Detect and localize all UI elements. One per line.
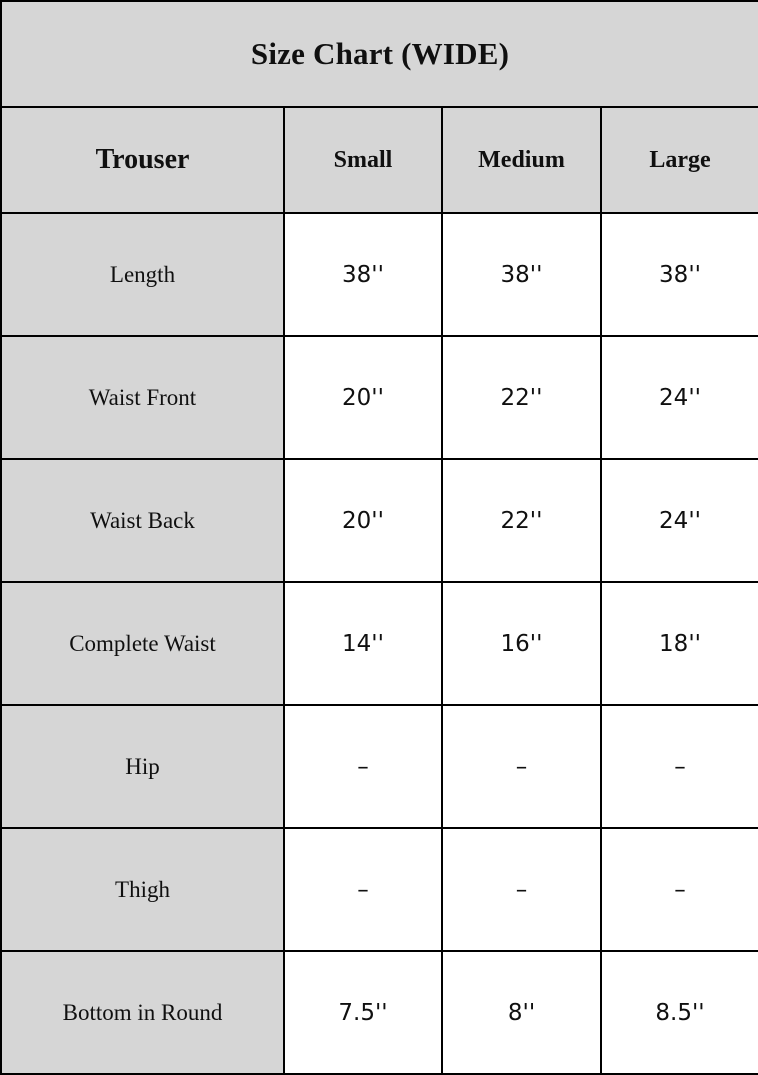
cell-thigh-medium: – — [442, 828, 601, 951]
column-header-trouser: Trouser — [1, 107, 284, 213]
cell-waist-back-small: 20'' — [284, 459, 442, 582]
title-row — [1, 1, 758, 107]
row-label-waist-front — [1, 336, 284, 459]
cell-waist-back-medium: 22'' — [442, 459, 601, 582]
cell-waist-back-large: 24'' — [601, 459, 758, 582]
row-label-waist-back — [1, 459, 284, 582]
cell-bottom-in-round-small: 7.5'' — [284, 951, 442, 1074]
row-label-text: Thigh — [115, 876, 170, 902]
column-header-medium: Medium — [442, 107, 601, 213]
column-header-row — [1, 107, 758, 213]
row-label-text: Hip — [125, 753, 160, 779]
cell-bottom-in-round-medium: 8'' — [442, 951, 601, 1074]
table-row — [1, 582, 758, 705]
cell-complete-waist-medium: 16'' — [442, 582, 601, 705]
row-label-length — [1, 213, 284, 336]
row-label-hip — [1, 705, 284, 828]
table-row — [1, 951, 758, 1074]
row-label-text: Length — [109, 261, 176, 287]
row-label-text: Waist Front — [88, 384, 197, 410]
table-header — [1, 1, 758, 213]
table-row — [1, 828, 758, 951]
cell-length-small: 38'' — [284, 213, 442, 336]
cell-thigh-large: – — [601, 828, 758, 951]
table-row — [1, 459, 758, 582]
column-header-large: Large — [601, 107, 758, 213]
cell-waist-front-small: 20'' — [284, 336, 442, 459]
row-label-complete-waist — [1, 582, 284, 705]
row-label-thigh — [1, 828, 284, 951]
row-label-text: Bottom in Round — [62, 999, 223, 1025]
cell-bottom-in-round-large: 8.5'' — [601, 951, 758, 1074]
page-title: Size Chart (WIDE) — [1, 1, 758, 107]
cell-waist-front-medium: 22'' — [442, 336, 601, 459]
table-row — [1, 705, 758, 828]
table-body — [1, 213, 758, 1074]
cell-length-medium: 38'' — [442, 213, 601, 336]
table-row — [1, 213, 758, 336]
cell-hip-small: – — [284, 705, 442, 828]
cell-thigh-small: – — [284, 828, 442, 951]
cell-hip-medium: – — [442, 705, 601, 828]
cell-hip-large: – — [601, 705, 758, 828]
cell-complete-waist-large: 18'' — [601, 582, 758, 705]
row-label-text: Complete Waist — [69, 630, 216, 656]
column-header-small: Small — [284, 107, 442, 213]
table-row — [1, 336, 758, 459]
row-label-text: Waist Back — [90, 507, 195, 533]
cell-length-large: 38'' — [601, 213, 758, 336]
row-label-bottom-in-round — [1, 951, 284, 1074]
cell-complete-waist-small: 14'' — [284, 582, 442, 705]
cell-waist-front-large: 24'' — [601, 336, 758, 459]
